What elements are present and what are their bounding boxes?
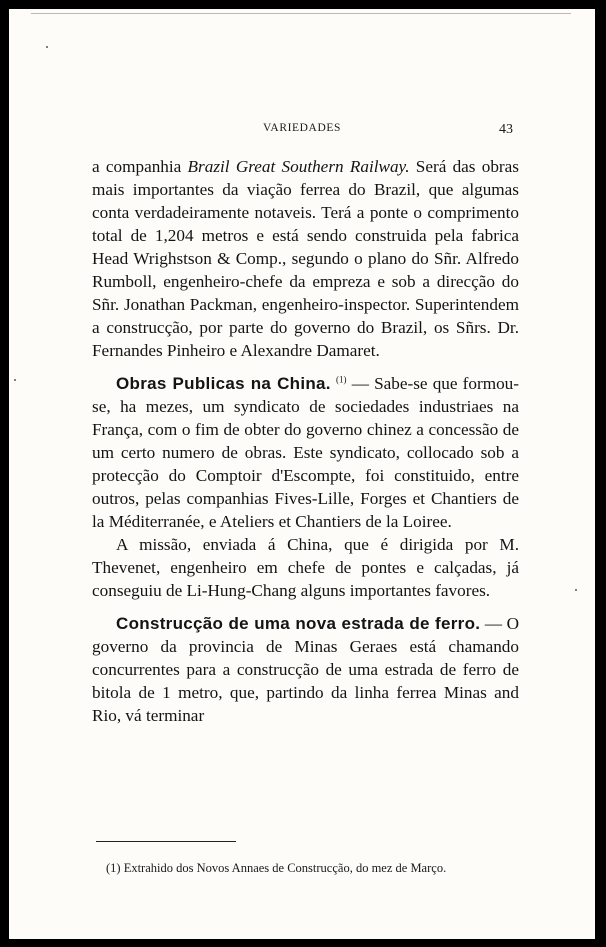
running-head: VARIEDADES bbox=[263, 122, 341, 134]
section-construccao bbox=[92, 612, 519, 727]
page-number: 43 bbox=[499, 122, 513, 137]
paragraph-text: — O governo da provincia de Minas Geraes está chamando concurrentes para a construcção de uma estrada de ferro de bitola de 1 metro, que, partindo da linha ferrea Minas and Rio, vá terminar bbox=[92, 614, 519, 725]
section-title: Obras Publicas na China. bbox=[116, 374, 331, 393]
page-header bbox=[9, 122, 595, 142]
print-speck bbox=[575, 589, 577, 591]
footnote-rule bbox=[96, 841, 236, 842]
paragraph-missao bbox=[92, 533, 519, 602]
footnote-reference: (1) bbox=[336, 374, 347, 385]
print-speck bbox=[46, 46, 48, 48]
paragraph-railway bbox=[92, 155, 519, 362]
print-speck bbox=[14, 379, 16, 381]
paragraph-text: a companhia bbox=[92, 157, 188, 176]
paragraph-text: A missão, enviada á China, que é dirigida por M. Thevenet, engenheiro em chefe de pontes e calçadas, já conseguiu de Li-Hung-Chang alguns importantes favores. bbox=[92, 535, 519, 600]
section-obras-publicas bbox=[92, 372, 519, 533]
footnote bbox=[92, 860, 519, 876]
footnote-text: Extrahido dos Novos Annaes de Construcção, do mez de Março. bbox=[120, 860, 447, 875]
page-body bbox=[92, 155, 519, 727]
book-page bbox=[9, 9, 595, 939]
paragraph-text: Será das obras mais importantes da viação ferrea do Brazil, que algumas conta verdadeiramente notaveis. Terá a ponte o comprimento total de 1,204 metros e está sendo construida pela fabrica Head Wrighstson & Comp., segundo o plano do Sñr. Alfredo Rumboll, engenheiro-chefe da empreza e sob a direcção do Sñr. Jonathan Packman, engenheiro-inspector. Superintendem a construcção, por parte do governo do Brazil, os Sñrs. Dr. Fernandes Pinheiro e Alexandre Damaret. bbox=[92, 157, 519, 360]
footnote-mark: (1) bbox=[106, 860, 121, 875]
paragraph-text: — Sabe-se que formou-se, ha mezes, um syndicato de sociedades industriaes na França, com o fim de obter do governo chinez a concessão de um certo numero de obras. Este syndicato, collocado sob a protecção do Comptoir d'Escompte, foi constituido, entre outros, pelas companhias Fives-Lille, Forges et Chantiers de la Méditerranée, e Ateliers et Chantiers de la Loiree. bbox=[92, 374, 520, 531]
company-name-italic: Brazil Great Southern Railway. bbox=[187, 157, 410, 176]
section-title: Construcção de uma nova estrada de ferro. bbox=[116, 614, 481, 633]
top-edge-rule bbox=[31, 13, 571, 14]
